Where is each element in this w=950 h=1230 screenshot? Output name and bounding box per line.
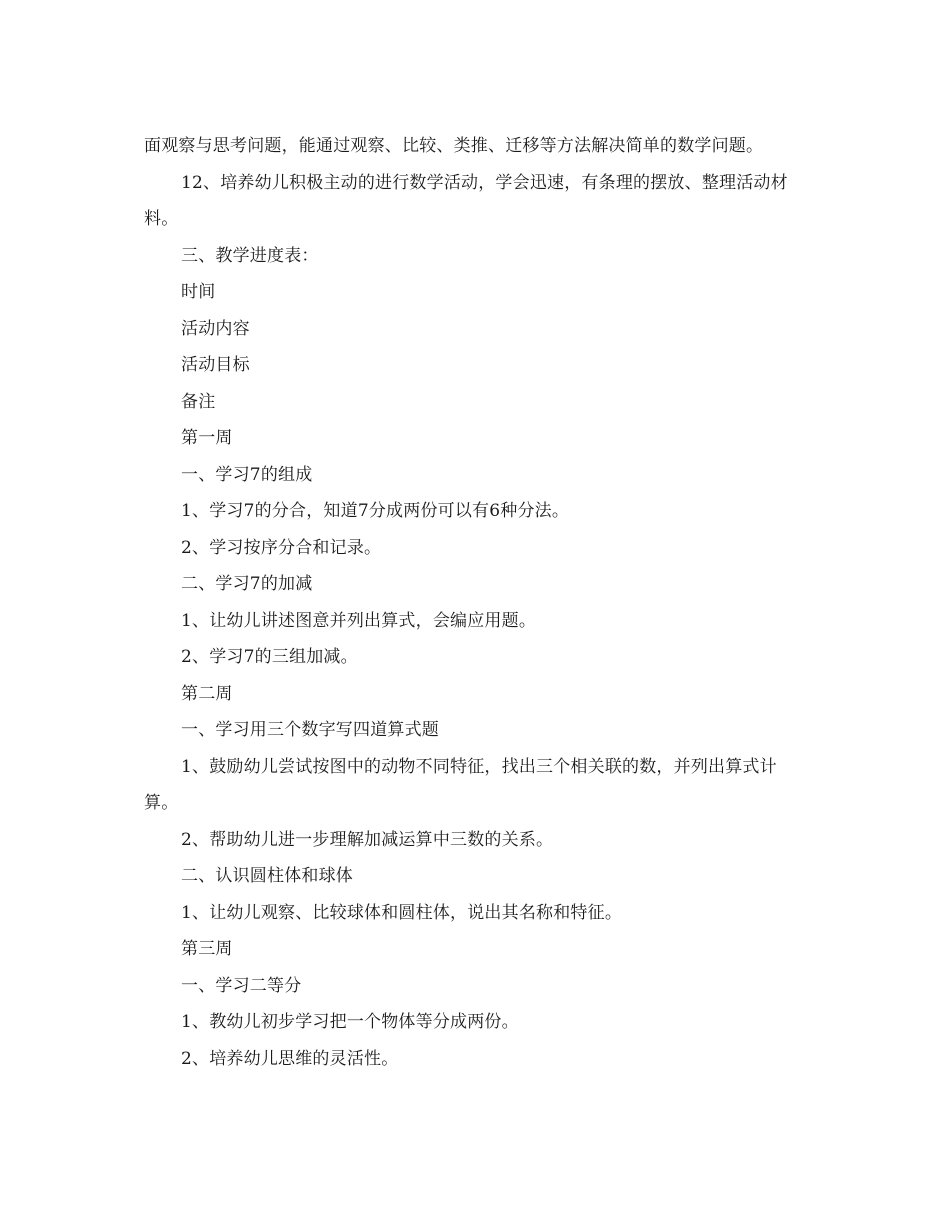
activity-title: 二、认识圆柱体和球体: [181, 866, 353, 886]
paragraph: 12、培养幼儿积极主动的进行数学活动，学会迅速，有条理的摆放、整理活动材料。: [144, 172, 788, 229]
activity-goal: 1、让幼儿观察、比较球体和圆柱体，说出其名称和特征。: [181, 902, 623, 923]
activity-goal: 1、鼓励幼儿尝试按图中的动物不同特征，找出三个相关联的数，并列出算式计算。: [144, 756, 777, 813]
activity-goal: 2、学习7的三组加减。: [181, 647, 358, 667]
activity-title: 一、学习二等分: [181, 975, 302, 996]
table-header-goal: 活动目标: [181, 355, 250, 375]
table-header-notes: 备注: [181, 391, 216, 412]
activity-goal: 1、教幼儿初步学习把一个物体等分成两份。: [181, 1012, 519, 1032]
table-header-content: 活动内容: [181, 318, 250, 339]
activity-title: 一、学习用三个数字写四道算式题: [181, 720, 439, 740]
document-body: [144, 128, 809, 1077]
activity-goal: 1、让幼儿讲述图意并列出算式，会编应用题。: [181, 610, 537, 631]
activity-goal: 2、帮助幼儿进一步理解加减运算中三数的关系。: [181, 829, 554, 850]
activity-title: 二、学习7的加减: [181, 574, 313, 594]
activity-goal: 2、学习按序分合和记录。: [181, 537, 382, 558]
week-label: 第一周: [181, 428, 233, 448]
week-label: 第二周: [181, 683, 233, 704]
week-label: 第三周: [181, 939, 233, 959]
activity-goal: 2、培养幼儿思维的灵活性。: [181, 1048, 399, 1069]
activity-title: 一、学习7的组成: [181, 464, 313, 485]
table-header-time: 时间: [181, 282, 216, 302]
activity-goal: 1、学习7的分合，知道7分成两份可以有6种分法。: [181, 501, 570, 521]
paragraph: 面观察与思考问题，能通过观察、比较、类推、迁移等方法解决简单的数学问题。: [144, 136, 764, 156]
section-heading: 三、教学进度表：: [181, 245, 319, 266]
